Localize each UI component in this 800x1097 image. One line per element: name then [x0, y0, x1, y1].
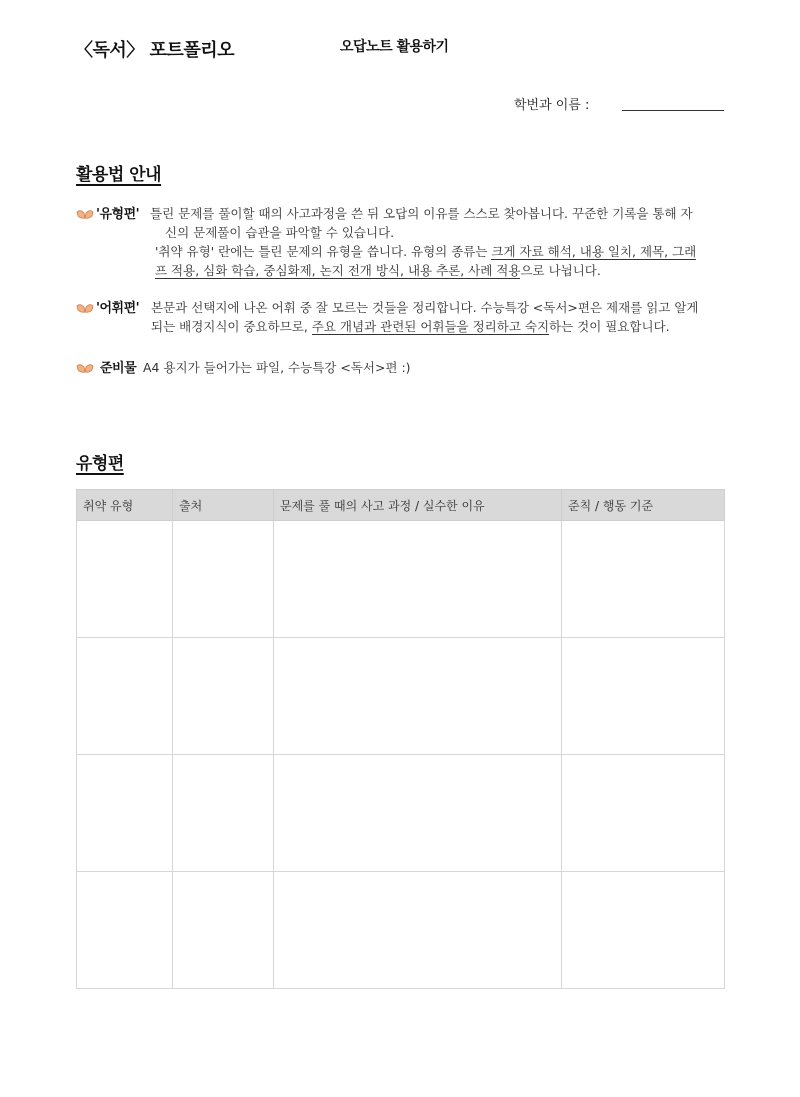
open-hands-icon: [76, 302, 94, 314]
guide-item-label-type: '유형편': [96, 207, 140, 222]
guide-text-underlined: 크게 자료 해석, 내용 일치, 제목, 그래: [491, 244, 697, 259]
guide-text-line: [150, 261, 728, 280]
guide-text-plain: 하는 것이 필요합니다.: [549, 319, 670, 334]
open-hands-icon: [76, 208, 94, 220]
table-cell[interactable]: [274, 638, 562, 755]
table-cell[interactable]: [562, 521, 725, 638]
table-cell[interactable]: [173, 638, 274, 755]
table-cell[interactable]: [77, 638, 173, 755]
table-cell[interactable]: [77, 872, 173, 989]
guide-item-label-supplies: 준비물: [100, 361, 137, 376]
guide-text-line: 틀린 문제를 풀이할 때의 사고과정을 쓴 뒤 오답의 이유를 스스로 찾아봅니다. 꾸준한 기록을 통해 자: [150, 206, 693, 221]
table-cell[interactable]: [173, 755, 274, 872]
table-cell[interactable]: [77, 755, 173, 872]
guide-item-text-vocab: [151, 298, 729, 336]
table-row: [77, 872, 725, 989]
table-cell[interactable]: [562, 872, 725, 989]
guide-text-plain: '취약 유형' 란에는 틀린 문제의 유형을 씁니다. 유형의 종류는: [155, 244, 492, 259]
table-cell[interactable]: [274, 521, 562, 638]
guide-text-plain: 되는 배경지식이 중요하므로,: [151, 319, 312, 334]
usage-guide-heading: 활용법 안내: [76, 165, 162, 185]
guide-item-text-type: [150, 204, 728, 280]
guide-text-underlined: 주요 개념과 관련된 어휘들을 정리하고 숙지: [311, 319, 550, 334]
error-record-table: [76, 489, 725, 989]
table-cell[interactable]: [274, 872, 562, 989]
column-header-rule: 준칙 / 행동 기준: [562, 490, 725, 521]
open-hands-icon: [76, 362, 94, 374]
table-cell[interactable]: [173, 872, 274, 989]
document-title: 〈독서〉 포트폴리오: [75, 40, 234, 61]
table-cell[interactable]: [562, 755, 725, 872]
table-cell[interactable]: [173, 521, 274, 638]
type-section-heading: 유형편: [76, 454, 124, 474]
table-cell[interactable]: [562, 638, 725, 755]
table-header-row: [77, 490, 725, 521]
column-header-source: 출처: [173, 490, 274, 521]
table-row: [77, 521, 725, 638]
guide-item-text-supplies: A4 용지가 들어가는 파일, 수능특강 <독서>편 :): [143, 360, 411, 375]
column-header-thinking-process: 문제를 풀 때의 사고 과정 / 실수한 이유: [274, 490, 562, 521]
guide-text-underlined: 프 적용, 심화 학습, 중심화제, 논지 전개 방식, 내용 추론, 사례 적용: [155, 263, 521, 278]
document-subtitle: 오답노트 활용하기: [340, 39, 449, 55]
guide-text-line: [151, 317, 729, 336]
guide-text-line: [150, 242, 728, 261]
table-cell[interactable]: [274, 755, 562, 872]
table-row: [77, 638, 725, 755]
table-cell[interactable]: [77, 521, 173, 638]
column-header-weak-type: 취약 유형: [77, 490, 173, 521]
student-id-name-label: 학번과 이름 :: [514, 98, 590, 113]
student-id-name-blank[interactable]: [622, 98, 724, 111]
guide-text-line: 신의 문제풀이 습관을 파악할 수 있습니다.: [165, 225, 395, 240]
table-row: [77, 755, 725, 872]
guide-text-plain: 으로 나뉩니다.: [520, 263, 601, 278]
guide-item-label-vocab: '어휘편': [96, 301, 140, 316]
guide-text-line: 본문과 선택지에 나온 어휘 중 잘 모르는 것들을 정리합니다. 수능특강 <독서>편은 제재를 읽고 알게: [151, 300, 699, 315]
